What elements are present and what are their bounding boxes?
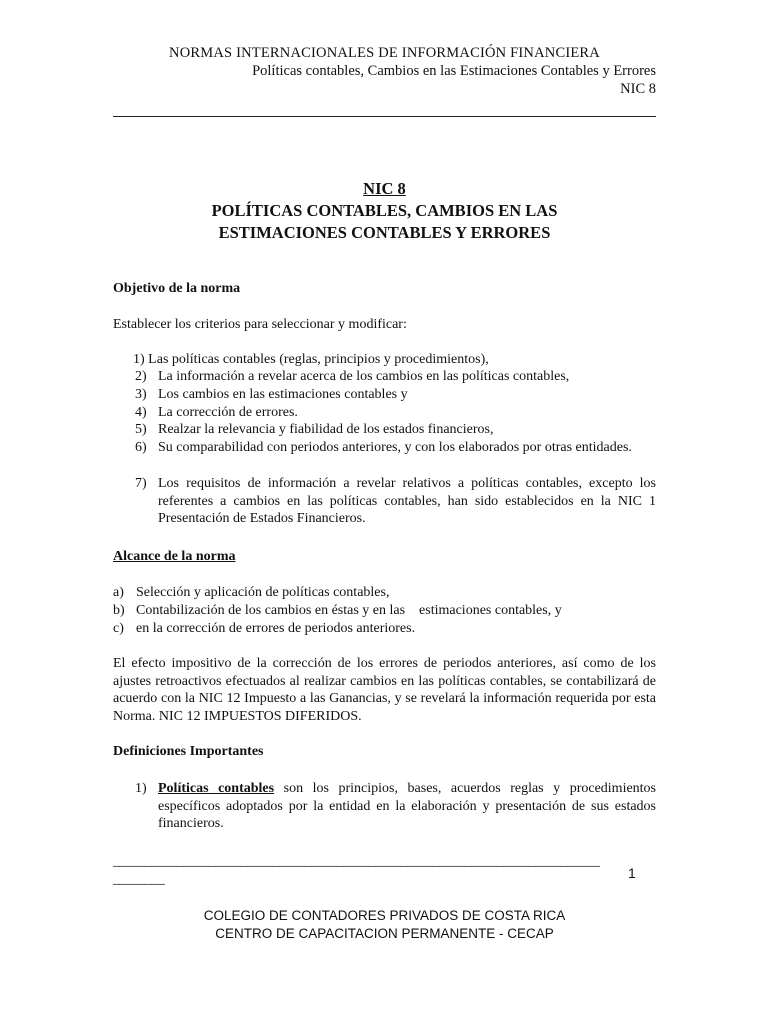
list-text: Selección y aplicación de políticas contables, [136, 585, 390, 600]
running-header-title: NORMAS INTERNACIONALES DE INFORMACIÓN FINANCIERA [169, 45, 600, 61]
list-text: en la corrección de errores de periodos anteriores. [136, 621, 416, 636]
list-number: 1) [135, 781, 147, 796]
list-letter: b) [113, 603, 125, 618]
document-title-line-2: ESTIMACIONES CONTABLES Y ERRORES [218, 223, 551, 242]
footnote-rule: ____________________________________________________________________________ [113, 854, 600, 869]
section-heading-alcance: Alcance de la norma [113, 549, 236, 564]
list-text: Realzar la relevancia y fiabilidad de los estados financieros, [158, 422, 494, 437]
footer-organization: COLEGIO DE CONTADORES PRIVADOS DE COSTA RICA [203, 908, 566, 923]
list-text: Contabilización de los cambios en éstas y en las estimaciones contables, y [136, 603, 562, 618]
running-header-subtitle: Políticas contables, Cambios en las Estimaciones Contables y Errores [252, 63, 656, 79]
header-divider [113, 116, 656, 117]
page-number: 1 [628, 865, 636, 881]
list-number: 4) [135, 405, 147, 420]
section-heading-definiciones: Definiciones Importantes [113, 744, 264, 759]
running-header-code: NIC 8 [620, 81, 656, 97]
footnote-rule-continuation: ________ [113, 872, 165, 887]
list-text: Las políticas contables (reglas, principios y procedimientos), [148, 352, 489, 367]
list-text: Su comparabilidad con periodos anteriores, y con los elaborados por otras entidades. [158, 440, 632, 455]
list-number: 5) [135, 422, 147, 437]
objetivo-item-1 [133, 351, 656, 369]
list-text: La corrección de errores. [158, 405, 298, 420]
list-letter: a) [113, 585, 124, 600]
alcance-paragraph: El efecto impositivo de la corrección de los errores de periodos anteriores, así como de los ajustes retroactivos efectuados al realizar cambios en las políticas contables, se contabilizará de acuerdo con la NIC 12 Impuesto a las Ganancias, y se revelará la información requerida por esta Norma. NIC 12 IMPUESTOS DIFERIDOS. [113, 656, 656, 724]
document-title-line-1: POLÍTICAS CONTABLES, CAMBIOS EN LAS [211, 201, 558, 220]
list-number: 2) [135, 369, 147, 384]
definition-body [158, 780, 656, 833]
list-letter: c) [113, 621, 124, 636]
list-text: Los cambios en las estimaciones contables y [158, 387, 408, 402]
list-number: 6) [135, 440, 147, 455]
objetivo-intro: Establecer los criterios para seleccionar y modificar: [113, 317, 407, 332]
list-text: Los requisitos de información a revelar relativos a políticas contables, excepto los referentes a cambios en las políticas contables, han sido establecidos en la NIC 1 Presentación de Estados Financieros. [158, 476, 656, 526]
list-number: 7) [135, 476, 147, 491]
section-heading-objetivo: Objetivo de la norma [113, 281, 241, 296]
document-title-code: NIC 8 [363, 179, 406, 198]
list-number: 3) [135, 387, 147, 402]
footer-department: CENTRO DE CAPACITACION PERMANENTE - CECAP [215, 926, 554, 941]
definition-term: Políticas contables [158, 781, 275, 796]
definition-text: son los principios, bases, acuerdos reglas y procedimientos específicos adoptados por la entidad en la elaboración y presentación de sus estados financieros. [158, 781, 657, 831]
list-number: 1) [133, 352, 145, 367]
list-text: La información a revelar acerca de los cambios en las políticas contables, [158, 369, 570, 384]
